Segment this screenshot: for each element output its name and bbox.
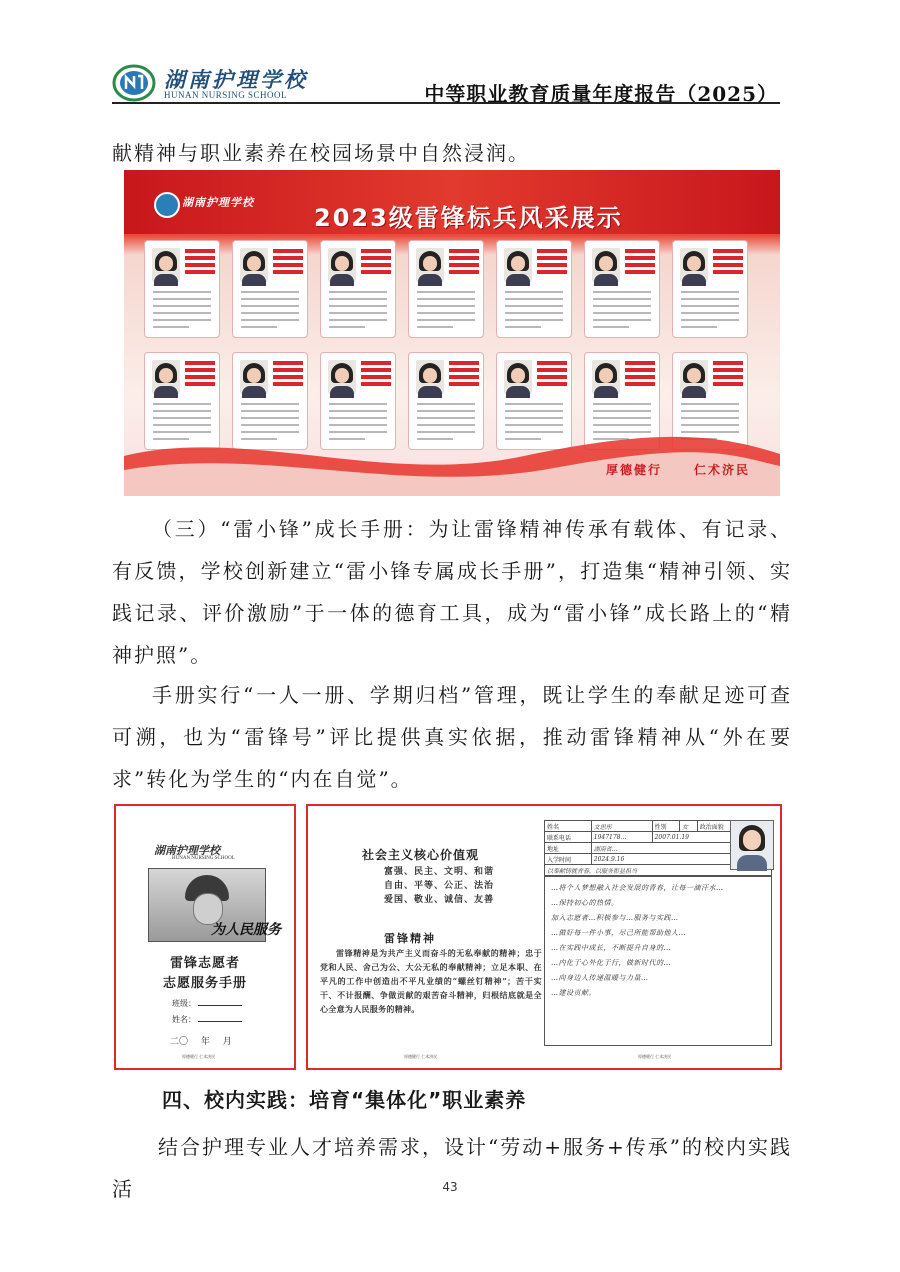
- lei-feng-spirit-heading: 雷锋精神: [384, 932, 436, 945]
- name-label: 姓名：: [172, 1015, 196, 1024]
- core-values-line-2: 自由、平等、公正、法治: [383, 881, 494, 891]
- status-label: 政治面貌: [697, 821, 744, 832]
- student-photo: [416, 360, 444, 394]
- birth-value: 2007.01.19: [652, 832, 771, 843]
- handwritten-line: …做好每一件小事，尽己所能帮助他人…: [551, 929, 686, 937]
- student-photo: [730, 820, 774, 870]
- form-footer-right: 厚德健行 仁术济民: [638, 1054, 672, 1059]
- core-values-line-1: 富强、民主、文明、和谐: [383, 867, 494, 877]
- contact-label: 联系电话: [545, 832, 592, 843]
- booklet-title-line-1: 雷锋志愿者: [169, 956, 240, 971]
- lei-feng-spirit-text: 雷锋精神是为共产主义而奋斗的无私奉献的精神；忠于党和人民、舍己为公、大公无私的奉献精神；立足本职、在平凡的工作中创造出不平凡业绩的“螺丝钉精神”；苦干实干、不计报酬、争做贡献的艰苦奋斗精神，归根结底就是全心全意为人民服务的精神。: [320, 948, 542, 1014]
- name-label: 姓名: [545, 821, 592, 832]
- form-footer-left: 厚德健行 仁术济民: [404, 1054, 438, 1059]
- handwritten-line: …将个人梦想融入社会发展的青春，让每一滴汗水…: [551, 884, 724, 892]
- student-card: [320, 240, 396, 338]
- lei-feng-portrait: [148, 868, 281, 942]
- booklet-title-line-2: 志愿服务手册: [162, 976, 247, 991]
- student-photo: [240, 248, 268, 282]
- contact-value: 1947178…: [591, 832, 652, 843]
- handwritten-line: …向身边人传递温暖与力量…: [551, 974, 649, 982]
- handbook-inner-page: [306, 804, 782, 1070]
- gender-value: 女: [680, 821, 698, 832]
- handwritten-line: …内化于心外化于行，做新时代的…: [551, 959, 671, 967]
- paragraph-growth-handbook: （三）“雷小锋”成长手册：为让雷锋精神传承有载体、有记录、有反馈，学校创新建立“雷小锋专属成长手册”，打造集“精神引领、实践记录、评价激励”于一体的德育工具，成为“雷小锋”成长路上的“精神护照”。: [112, 517, 792, 667]
- booklet-school-name-en: HUNAN NURSING SCHOOL: [172, 856, 235, 861]
- booklet-class-field: [172, 998, 242, 1009]
- student-card: [232, 240, 308, 338]
- student-photo: [680, 248, 708, 282]
- student-photo: [504, 360, 532, 394]
- student-photo: [240, 360, 268, 394]
- address-label: 地址: [545, 843, 592, 854]
- gender-label: 性别: [652, 821, 679, 832]
- paragraph-handbook-management: 手册实行“一人一册、学期归档”管理，既让学生的奉献足迹可查可溯，也为“雷锋号”评比提供真实依据，推动雷锋精神从“外在要求”转化为学生的“内在自觉”。: [112, 683, 792, 791]
- banner-logo-icon: [154, 192, 180, 218]
- handwritten-line: …在实践中成长，不断提升自身的…: [551, 944, 671, 952]
- handwritten-line: 加入志愿者…积极参与…服务与实践…: [551, 914, 679, 922]
- student-photo: [504, 248, 532, 282]
- student-photo: [152, 360, 180, 394]
- photo-face: [743, 830, 761, 850]
- enroll-label: 入学时间: [545, 854, 592, 865]
- class-label: 班级：: [172, 999, 196, 1008]
- student-photo: [328, 248, 356, 282]
- booklet-name-field: [172, 1014, 242, 1025]
- banner-title: 2023级雷锋标兵风采展示: [314, 204, 623, 232]
- student-photo: [416, 248, 444, 282]
- report-title: 中等职业教育质量年度报告（2025）: [424, 82, 778, 106]
- student-card: [144, 240, 220, 338]
- booklet-footer: 厚德健行 仁术济民: [182, 1054, 216, 1059]
- banner-motto-2: 仁术济民: [694, 463, 751, 477]
- school-name-cn: 湖南护理学校: [164, 67, 308, 92]
- motto-value: 以奉献铸就青春，以服务彰显担当: [545, 865, 772, 876]
- student-photo: [680, 360, 708, 394]
- core-values-line-3: 爱国、敬业、诚信、友善: [383, 895, 494, 905]
- name-value: 文思彤: [591, 821, 652, 832]
- lei-feng-banner-photo: [124, 170, 780, 496]
- address-value: 湖南省…: [591, 843, 771, 854]
- school-logo: [112, 62, 322, 106]
- handwritten-plan-box: [544, 876, 772, 1046]
- banner-school-name: 湖南护理学校: [182, 196, 254, 209]
- page-number: 43: [442, 1180, 458, 1194]
- section-heading: 四、校内实践：培育“集体化”职业素养: [162, 1088, 527, 1112]
- banner-wave-decoration: [124, 426, 780, 496]
- student-card: [408, 240, 484, 338]
- school-name-en: HUNAN NURSING SCHOOL: [164, 90, 288, 100]
- student-card: [496, 240, 572, 338]
- booklet-school-name: 湖南护理学校: [154, 844, 220, 857]
- portrait-calligraphy: 为人民服务: [211, 922, 281, 938]
- paragraph-campus-practice: 结合护理专业人才培养需求，设计“劳动+服务+传承”的校内实践活: [112, 1135, 792, 1201]
- student-card: [672, 240, 748, 338]
- student-photo: [152, 248, 180, 282]
- core-values-heading: 社会主义核心价值观: [362, 848, 480, 862]
- student-card: [584, 240, 660, 338]
- school-emblem-icon: [112, 64, 156, 102]
- student-photo: [592, 248, 620, 282]
- handwritten-line: …建设贡献。: [551, 989, 596, 997]
- handwritten-line: …保持初心的热情。: [551, 899, 619, 907]
- student-photo: [328, 360, 356, 394]
- booklet-date: 二〇 年 月: [170, 1037, 232, 1047]
- enroll-value: 2024.9.16: [591, 854, 771, 865]
- banner-motto-1: 厚德健行: [606, 463, 663, 477]
- paragraph-intro: 献精神与职业素养在校园场景中自然浸润。: [112, 141, 530, 165]
- student-photo: [592, 360, 620, 394]
- photo-body: [737, 855, 767, 871]
- volunteer-handbook-cover: [114, 804, 296, 1070]
- header-divider: [112, 102, 780, 104]
